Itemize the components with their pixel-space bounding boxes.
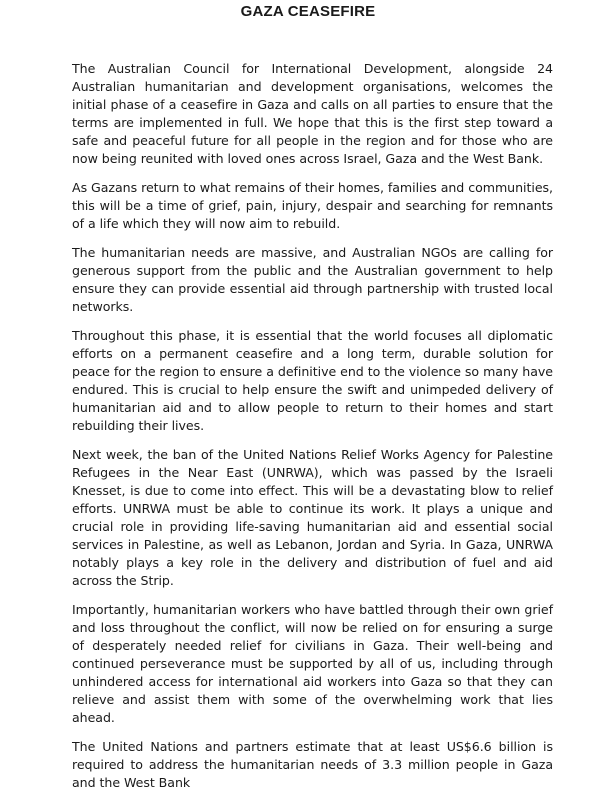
paragraph-return: As Gazans return to what remains of their homes, families and communities, this will be a time of grief, pain, injury, despair and searching for remnants of a life which they will now aim to rebuild. xyxy=(72,180,553,231)
paragraph-needs: The humanitarian needs are massive, and Australian NGOs are calling for generous support from the public and the Australian government to help ensure they can provide essential aid through partnership with trusted local networks. xyxy=(72,245,553,314)
paragraph-welcome: The Australian Council for International Development, alongside 24 Australian humanitarian and development organisations, welcomes the initial phase of a ceasefire in Gaza and calls on all parties to ensure that the terms are implemented in full. We hope that this is the first step toward a safe and peaceful future for all people in the region and for those who are now being reunited with loved ones across Israel, Gaza and the West Bank. xyxy=(72,61,553,166)
paragraph-diplomacy: Throughout this phase, it is essential that the world focuses all diplomatic efforts on a permanent ceasefire and a long term, durable solution for peace for the region to ensure a definitive end to the violence so many have endured. This is crucial to help ensure the swift and unimpeded delivery of humanitarian aid and to allow people to return to their homes and start rebuilding their lives. xyxy=(72,328,553,433)
paragraph-funding: The United Nations and partners estimate that at least US$6.6 billion is required to address the humanitarian needs of 3.3 million people in Gaza and the West Bank xyxy=(72,739,553,790)
document-title: GAZA CEASEFIRE xyxy=(240,3,376,20)
paragraph-unrwa: Next week, the ban of the United Nations Relief Works Agency for Palestine Refugees in the Near East (UNRWA), which was passed by the Israeli Knesset, is due to come into effect. This will be a devastating blow to relief efforts. UNRWA must be able to continue its work. It plays a unique and crucial role in providing life-saving humanitarian aid and essential social services in Palestine, as well as Lebanon, Jordan and Syria. In Gaza, UNRWA notably plays a key role in the delivery and distribution of fuel and aid across the Strip. xyxy=(72,447,553,588)
paragraph-aid-workers: Importantly, humanitarian workers who have battled through their own grief and loss throughout the conflict, will now be relied on for ensuring a surge of desperately needed relief for civilians in Gaza. Their well-being and continued perseverance must be supported by all of us, including through unhindered access for international aid workers into Gaza so that they can relieve and assist them with some of the overwhelming work that lies ahead. xyxy=(72,602,553,725)
document-body xyxy=(72,60,553,803)
